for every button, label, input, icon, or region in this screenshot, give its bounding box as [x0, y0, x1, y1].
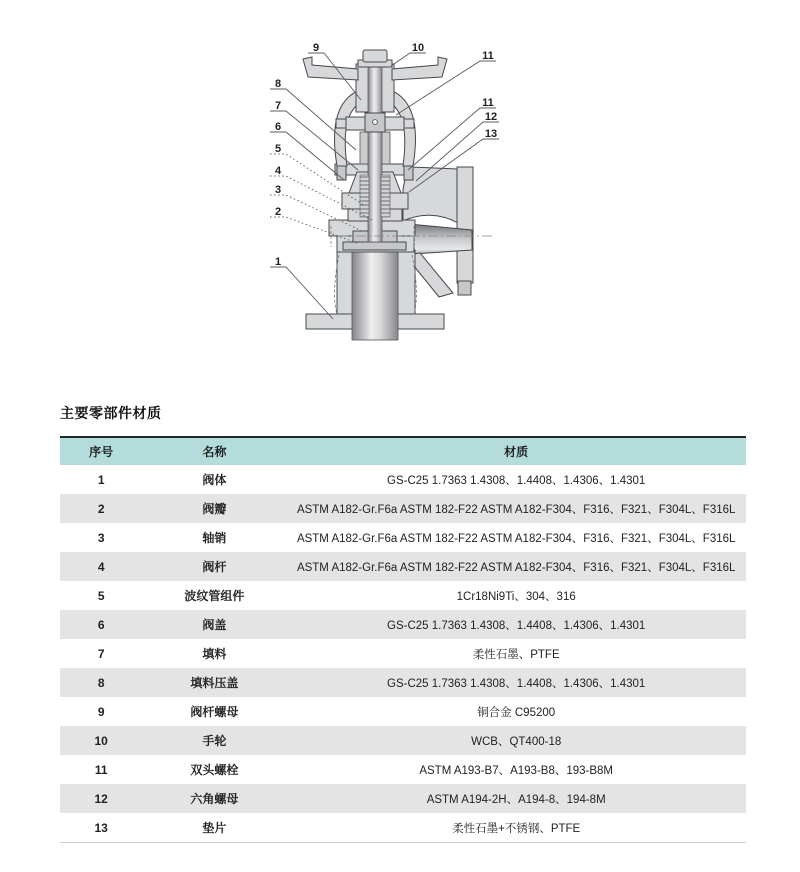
- cell-material: ASTM A182-Gr.F6a ASTM 182-F22 ASTM A182-F304、F316、F321、F304L、F316L: [286, 494, 746, 523]
- seat-plate: [343, 242, 406, 250]
- cell-material: 柔性石墨+不锈钢、PTFE: [452, 822, 581, 835]
- cell-material: ASTM A194-2H、A194-8、194-8M: [286, 784, 746, 813]
- callout-label: 7: [274, 100, 282, 112]
- cell-name: 双头螺栓: [190, 763, 239, 777]
- yoke-bracket-wing-right: [404, 119, 414, 128]
- outlet-flange: [457, 167, 473, 283]
- bellows-right: [381, 175, 390, 217]
- cell-material: ASTM A182-Gr.F6a ASTM 182-F22 ASTM A182-F304、F316、F321、F304L、F316L: [286, 552, 746, 581]
- cell-name: 阀杆: [142, 552, 286, 581]
- cell-no: 5: [97, 588, 105, 603]
- cell-name: 波纹管组件: [184, 589, 245, 603]
- cell-name: 阀体: [202, 473, 227, 487]
- table-row: [60, 784, 746, 813]
- table-row: [60, 523, 746, 552]
- table-row: [60, 581, 746, 610]
- callout-label: 3: [274, 184, 282, 196]
- table-row: [60, 494, 746, 523]
- leader-1: [270, 267, 333, 319]
- cell-material: GS-C25 1.7363 1.4308、1.4408、1.4306、1.4301: [286, 610, 746, 639]
- table-row: [60, 465, 746, 494]
- leader-6: [270, 132, 344, 180]
- cell-name: 阀瓣: [142, 494, 286, 523]
- callout-label: 6: [274, 121, 282, 133]
- bellows-left: [360, 175, 369, 217]
- table-row: [60, 668, 746, 697]
- callout-label: 4: [274, 165, 282, 177]
- materials-section: [60, 403, 746, 843]
- table-row: [60, 755, 746, 784]
- cell-material: 1Cr18Ni9Ti、304、316: [456, 590, 576, 603]
- col-header-no: 序号: [60, 437, 142, 465]
- cell-no: 12: [60, 784, 142, 813]
- callout-label: 12: [484, 111, 498, 123]
- cell-name: 填料: [202, 647, 227, 661]
- materials-table: [60, 436, 746, 843]
- table-row: [60, 639, 746, 668]
- yoke-bracket-wing-left: [336, 119, 346, 128]
- cell-name: 阀杆螺母: [190, 705, 239, 719]
- table-row: [60, 697, 746, 726]
- table-row: [60, 610, 746, 639]
- cell-no: 4: [60, 552, 142, 581]
- callout-label: 11: [482, 97, 494, 109]
- cell-no: 3: [97, 530, 105, 545]
- table-row: [60, 813, 746, 843]
- cell-no: 6: [60, 610, 142, 639]
- materials-title: 主要零部件材质: [60, 405, 162, 421]
- cell-name: 填料压盖: [142, 668, 286, 697]
- cell-material: GS-C25 1.7363 1.4308、1.4408、1.4306、1.4301: [387, 474, 646, 487]
- callout-label: 10: [411, 42, 425, 54]
- valve-diagram: [0, 0, 800, 400]
- col-header-name: 名称: [142, 437, 286, 465]
- table-row: [60, 726, 746, 755]
- valve-stem: [368, 50, 382, 242]
- cell-material: ASTM A182-Gr.F6a ASTM 182-F22 ASTM A182-F304、F316、F321、F304L、F316L: [296, 532, 736, 545]
- cell-no: 2: [60, 494, 142, 523]
- cell-no: 1: [97, 472, 105, 487]
- cell-material: GS-C25 1.7363 1.4308、1.4408、1.4306、1.4301: [286, 668, 746, 697]
- cell-no: 7: [97, 646, 105, 661]
- table-header-row: [60, 437, 746, 465]
- cell-no: 11: [94, 762, 108, 777]
- col-header-material: 材质: [286, 437, 746, 465]
- callout-label: 2: [274, 206, 282, 218]
- cell-name: 阀盖: [142, 610, 286, 639]
- cell-material: WCB、QT400-18: [286, 726, 746, 755]
- handwheel-arm-right: [392, 57, 447, 80]
- outlet-flange-bolt: [458, 281, 471, 295]
- cell-material: 铜合金 C95200: [477, 706, 556, 719]
- cell-no: 8: [60, 668, 142, 697]
- cell-name: 六角螺母: [142, 784, 286, 813]
- callout-label: 9: [312, 42, 320, 54]
- cell-name: 轴销: [202, 531, 227, 545]
- cell-material: ASTM A193-B7、A193-B8、193-B8M: [419, 764, 614, 777]
- valve-section-drawing: [0, 0, 800, 400]
- callout-label: 5: [274, 143, 282, 155]
- stem-nut-pin: [373, 120, 378, 125]
- cell-no: 13: [94, 820, 108, 835]
- cell-no: 10: [60, 726, 142, 755]
- leader-10: [391, 53, 426, 66]
- callout-label: 1: [274, 256, 282, 268]
- cell-name: 垫片: [202, 821, 227, 835]
- cell-name: 手轮: [142, 726, 286, 755]
- table-row: [60, 552, 746, 581]
- cell-material: 柔性石墨、PTFE: [472, 648, 560, 661]
- cell-no: 9: [97, 704, 105, 719]
- stem-cap: [363, 50, 387, 62]
- callout-label: 11: [482, 50, 494, 62]
- inlet-bore: [352, 251, 398, 340]
- callout-label: 8: [274, 78, 282, 90]
- handwheel-arm-left: [303, 57, 358, 80]
- callout-label: 13: [484, 128, 498, 140]
